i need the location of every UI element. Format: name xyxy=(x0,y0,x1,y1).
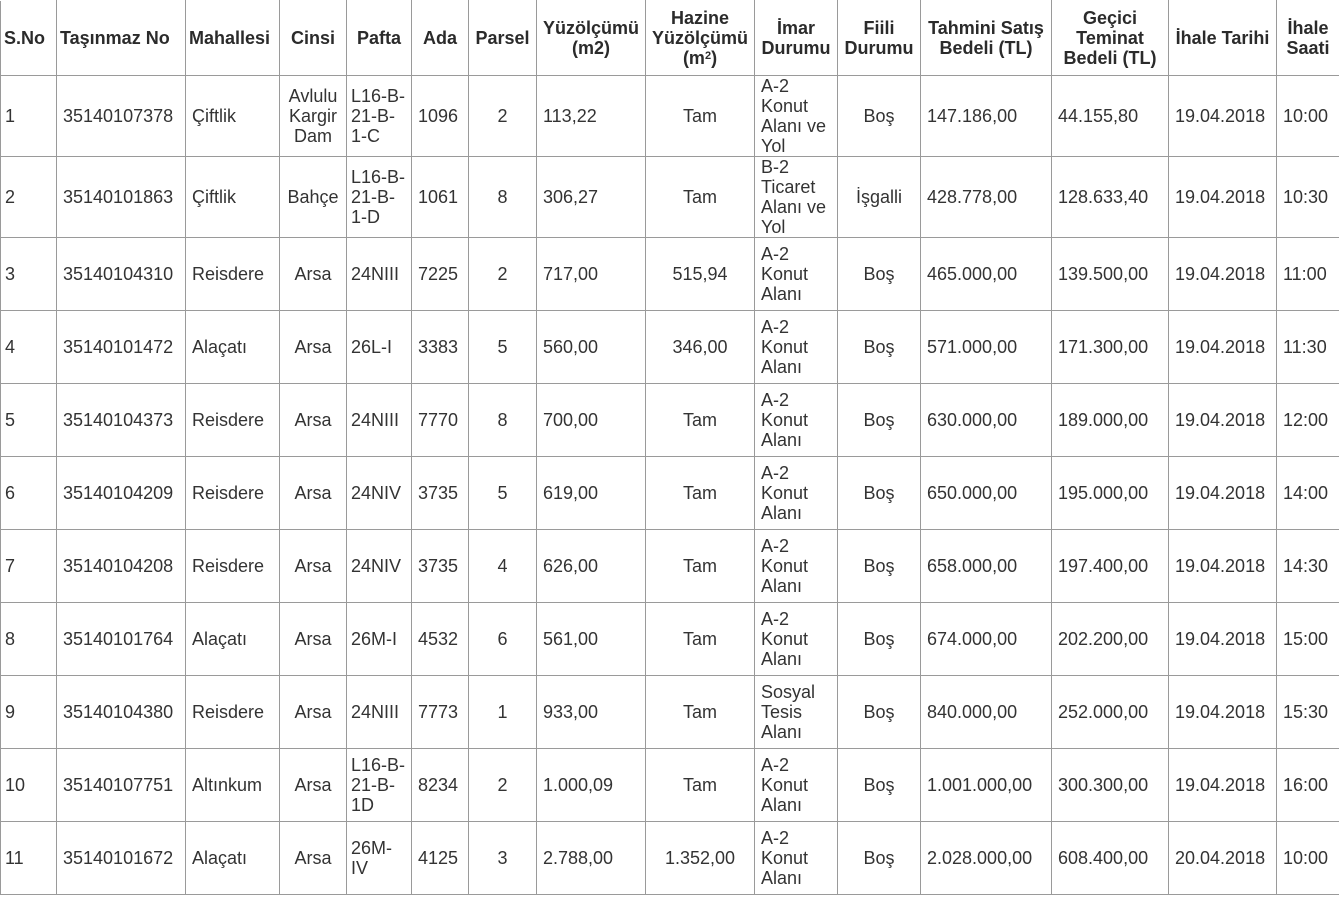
cell-mahallesi: Altınkum xyxy=(186,749,280,822)
cell-ihale-saati: 10:30 xyxy=(1277,157,1339,238)
cell-tahmini-satis-bedeli: 1.001.000,00 xyxy=(921,749,1052,822)
cell-parsel: 2 xyxy=(469,238,537,311)
cell-imar-durumu: A-2 Konut Alanı xyxy=(755,311,838,384)
cell-yuzolcumu: 933,00 xyxy=(537,676,646,749)
table-row xyxy=(1,603,1339,676)
cell-tasinmaz-no: 35140101863 xyxy=(57,157,186,238)
cell-fiili-durumu: Boş xyxy=(838,530,921,603)
header-parsel: Parsel xyxy=(469,1,537,76)
cell-cinsi: Arsa xyxy=(280,530,347,603)
cell-sno: 4 xyxy=(1,311,57,384)
cell-parsel: 5 xyxy=(469,457,537,530)
table-row xyxy=(1,311,1339,384)
cell-sno: 11 xyxy=(1,822,57,895)
cell-ada: 1096 xyxy=(412,76,469,157)
cell-ihale-saati: 10:00 xyxy=(1277,822,1339,895)
cell-hazine-yuzolcumu: 515,94 xyxy=(646,238,755,311)
cell-yuzolcumu: 700,00 xyxy=(537,384,646,457)
cell-tahmini-satis-bedeli: 465.000,00 xyxy=(921,238,1052,311)
cell-imar-durumu: A-2 Konut Alanı xyxy=(755,384,838,457)
cell-cinsi: Arsa xyxy=(280,457,347,530)
cell-mahallesi: Reisdere xyxy=(186,384,280,457)
cell-gecici-teminat-bedeli: 189.000,00 xyxy=(1052,384,1169,457)
cell-tasinmaz-no: 35140107751 xyxy=(57,749,186,822)
cell-ihale-saati: 12:00 xyxy=(1277,384,1339,457)
cell-ada: 3735 xyxy=(412,530,469,603)
cell-pafta: 24NIII xyxy=(347,384,412,457)
cell-gecici-teminat-bedeli: 195.000,00 xyxy=(1052,457,1169,530)
cell-imar-durumu: A-2 Konut Alanı xyxy=(755,603,838,676)
table-row xyxy=(1,384,1339,457)
table-row xyxy=(1,76,1339,157)
cell-cinsi: Arsa xyxy=(280,384,347,457)
cell-yuzolcumu: 306,27 xyxy=(537,157,646,238)
cell-pafta: L16-B-21-B-1-D xyxy=(347,157,412,238)
table-header-row xyxy=(1,1,1339,76)
cell-ihale-tarihi: 19.04.2018 xyxy=(1169,530,1277,603)
cell-ada: 1061 xyxy=(412,157,469,238)
cell-hazine-yuzolcumu: Tam xyxy=(646,457,755,530)
cell-mahallesi: Reisdere xyxy=(186,457,280,530)
cell-mahallesi: Reisdere xyxy=(186,676,280,749)
cell-tahmini-satis-bedeli: 674.000,00 xyxy=(921,603,1052,676)
cell-tasinmaz-no: 35140104380 xyxy=(57,676,186,749)
cell-sno: 3 xyxy=(1,238,57,311)
cell-cinsi: Avlulu Kargir Dam xyxy=(280,76,347,157)
cell-cinsi: Arsa xyxy=(280,311,347,384)
header-tahmini-satis-bedeli: Tahmini Satış Bedeli (TL) xyxy=(921,1,1052,76)
cell-sno: 6 xyxy=(1,457,57,530)
cell-ada: 3735 xyxy=(412,457,469,530)
header-pafta: Pafta xyxy=(347,1,412,76)
cell-cinsi: Arsa xyxy=(280,603,347,676)
cell-parsel: 4 xyxy=(469,530,537,603)
cell-ihale-tarihi: 19.04.2018 xyxy=(1169,157,1277,238)
cell-mahallesi: Alaçatı xyxy=(186,603,280,676)
cell-sno: 8 xyxy=(1,603,57,676)
cell-tasinmaz-no: 35140101472 xyxy=(57,311,186,384)
header-imar-durumu: İmar Durumu xyxy=(755,1,838,76)
cell-ada: 3383 xyxy=(412,311,469,384)
cell-fiili-durumu: Boş xyxy=(838,384,921,457)
cell-tasinmaz-no: 35140104208 xyxy=(57,530,186,603)
cell-pafta: 24NIII xyxy=(347,676,412,749)
cell-ihale-saati: 11:30 xyxy=(1277,311,1339,384)
cell-parsel: 5 xyxy=(469,311,537,384)
table-row xyxy=(1,457,1339,530)
cell-tahmini-satis-bedeli: 147.186,00 xyxy=(921,76,1052,157)
cell-hazine-yuzolcumu: Tam xyxy=(646,530,755,603)
cell-ada: 4125 xyxy=(412,822,469,895)
cell-ihale-tarihi: 19.04.2018 xyxy=(1169,76,1277,157)
header-gecici-teminat-bedeli: Geçici Teminat Bedeli (TL) xyxy=(1052,1,1169,76)
cell-yuzolcumu: 1.000,09 xyxy=(537,749,646,822)
cell-ihale-tarihi: 19.04.2018 xyxy=(1169,749,1277,822)
cell-ihale-tarihi: 19.04.2018 xyxy=(1169,603,1277,676)
cell-yuzolcumu: 113,22 xyxy=(537,76,646,157)
cell-ihale-saati: 15:30 xyxy=(1277,676,1339,749)
cell-gecici-teminat-bedeli: 300.300,00 xyxy=(1052,749,1169,822)
cell-imar-durumu: A-2 Konut Alanı xyxy=(755,822,838,895)
header-ihale-tarihi: İhale Tarihi xyxy=(1169,1,1277,76)
header-hazine-yuzolcumu-text: Hazine Yüzölçümü (m xyxy=(651,8,748,68)
header-yuzolcumu: Yüzölçümü (m2) xyxy=(537,1,646,76)
table-row xyxy=(1,238,1339,311)
cell-gecici-teminat-bedeli: 197.400,00 xyxy=(1052,530,1169,603)
cell-pafta: 26M-IV xyxy=(347,822,412,895)
cell-gecici-teminat-bedeli: 252.000,00 xyxy=(1052,676,1169,749)
cell-imar-durumu: B-2 Ticaret Alanı ve Yol xyxy=(755,157,838,238)
header-cinsi: Cinsi xyxy=(280,1,347,76)
cell-cinsi: Bahçe xyxy=(280,157,347,238)
cell-sno: 9 xyxy=(1,676,57,749)
cell-pafta: 24NIV xyxy=(347,530,412,603)
cell-hazine-yuzolcumu: Tam xyxy=(646,76,755,157)
cell-gecici-teminat-bedeli: 139.500,00 xyxy=(1052,238,1169,311)
cell-pafta: L16-B-21-B-1-C xyxy=(347,76,412,157)
cell-parsel: 1 xyxy=(469,676,537,749)
cell-parsel: 8 xyxy=(469,157,537,238)
cell-fiili-durumu: Boş xyxy=(838,603,921,676)
cell-mahallesi: Reisdere xyxy=(186,530,280,603)
cell-pafta: 24NIV xyxy=(347,457,412,530)
cell-yuzolcumu: 560,00 xyxy=(537,311,646,384)
cell-tahmini-satis-bedeli: 571.000,00 xyxy=(921,311,1052,384)
cell-cinsi: Arsa xyxy=(280,676,347,749)
cell-parsel: 3 xyxy=(469,822,537,895)
cell-fiili-durumu: Boş xyxy=(838,76,921,157)
cell-ihale-saati: 14:00 xyxy=(1277,457,1339,530)
cell-pafta: 26L-I xyxy=(347,311,412,384)
cell-tasinmaz-no: 35140101672 xyxy=(57,822,186,895)
cell-ihale-tarihi: 19.04.2018 xyxy=(1169,311,1277,384)
cell-tahmini-satis-bedeli: 658.000,00 xyxy=(921,530,1052,603)
cell-gecici-teminat-bedeli: 202.200,00 xyxy=(1052,603,1169,676)
header-tasinmaz-no: Taşınmaz No xyxy=(57,1,186,76)
cell-ihale-tarihi: 19.04.2018 xyxy=(1169,676,1277,749)
cell-tasinmaz-no: 35140104209 xyxy=(57,457,186,530)
table-row xyxy=(1,530,1339,603)
cell-imar-durumu: A-2 Konut Alanı xyxy=(755,749,838,822)
table-row xyxy=(1,676,1339,749)
cell-gecici-teminat-bedeli: 44.155,80 xyxy=(1052,76,1169,157)
cell-cinsi: Arsa xyxy=(280,749,347,822)
cell-hazine-yuzolcumu: Tam xyxy=(646,157,755,238)
header-ihale-saati: İhale Saati xyxy=(1277,1,1339,76)
cell-tasinmaz-no: 35140104373 xyxy=(57,384,186,457)
cell-sno: 7 xyxy=(1,530,57,603)
cell-imar-durumu: Sosyal Tesis Alanı xyxy=(755,676,838,749)
cell-ada: 7225 xyxy=(412,238,469,311)
cell-imar-durumu: A-2 Konut Alanı ve Yol xyxy=(755,76,838,157)
cell-tasinmaz-no: 35140107378 xyxy=(57,76,186,157)
cell-sno: 1 xyxy=(1,76,57,157)
table-row xyxy=(1,822,1339,895)
cell-fiili-durumu: Boş xyxy=(838,457,921,530)
cell-mahallesi: Alaçatı xyxy=(186,822,280,895)
cell-parsel: 6 xyxy=(469,603,537,676)
cell-pafta: 24NIII xyxy=(347,238,412,311)
cell-parsel: 2 xyxy=(469,749,537,822)
cell-fiili-durumu: Boş xyxy=(838,676,921,749)
cell-cinsi: Arsa xyxy=(280,822,347,895)
cell-yuzolcumu: 2.788,00 xyxy=(537,822,646,895)
cell-tahmini-satis-bedeli: 2.028.000,00 xyxy=(921,822,1052,895)
cell-hazine-yuzolcumu: Tam xyxy=(646,603,755,676)
cell-ihale-tarihi: 19.04.2018 xyxy=(1169,238,1277,311)
cell-hazine-yuzolcumu: 1.352,00 xyxy=(646,822,755,895)
table-row xyxy=(1,749,1339,822)
cell-ihale-saati: 11:00 xyxy=(1277,238,1339,311)
cell-gecici-teminat-bedeli: 608.400,00 xyxy=(1052,822,1169,895)
cell-ihale-saati: 10:00 xyxy=(1277,76,1339,157)
cell-imar-durumu: A-2 Konut Alanı xyxy=(755,457,838,530)
cell-sno: 5 xyxy=(1,384,57,457)
cell-ihale-saati: 16:00 xyxy=(1277,749,1339,822)
cell-ada: 4532 xyxy=(412,603,469,676)
cell-mahallesi: Reisdere xyxy=(186,238,280,311)
cell-cinsi: Arsa xyxy=(280,238,347,311)
cell-ada: 7770 xyxy=(412,384,469,457)
cell-pafta: L16-B-21-B-1D xyxy=(347,749,412,822)
cell-gecici-teminat-bedeli: 171.300,00 xyxy=(1052,311,1169,384)
cell-mahallesi: Çiftlik xyxy=(186,76,280,157)
cell-gecici-teminat-bedeli: 128.633,40 xyxy=(1052,157,1169,238)
header-fiili-durumu: Fiili Durumu xyxy=(838,1,921,76)
header-sno: S.No xyxy=(1,1,57,76)
cell-sno: 2 xyxy=(1,157,57,238)
cell-hazine-yuzolcumu: Tam xyxy=(646,749,755,822)
cell-yuzolcumu: 717,00 xyxy=(537,238,646,311)
cell-tahmini-satis-bedeli: 840.000,00 xyxy=(921,676,1052,749)
header-hazine-yuzolcumu xyxy=(646,1,755,76)
cell-fiili-durumu: Boş xyxy=(838,238,921,311)
cell-tahmini-satis-bedeli: 630.000,00 xyxy=(921,384,1052,457)
table-body xyxy=(1,76,1339,895)
cell-ada: 8234 xyxy=(412,749,469,822)
cell-hazine-yuzolcumu: Tam xyxy=(646,676,755,749)
cell-sno: 10 xyxy=(1,749,57,822)
cell-ada: 7773 xyxy=(412,676,469,749)
header-hazine-yuzolcumu-close: ) xyxy=(711,48,718,68)
cell-yuzolcumu: 626,00 xyxy=(537,530,646,603)
header-hazine-yuzolcumu-superscript: 2 xyxy=(704,50,712,62)
header-mahallesi: Mahallesi xyxy=(186,1,280,76)
cell-imar-durumu: A-2 Konut Alanı xyxy=(755,238,838,311)
cell-hazine-yuzolcumu: Tam xyxy=(646,384,755,457)
cell-ihale-tarihi: 19.04.2018 xyxy=(1169,457,1277,530)
cell-ihale-saati: 14:30 xyxy=(1277,530,1339,603)
cell-pafta: 26M-I xyxy=(347,603,412,676)
cell-tahmini-satis-bedeli: 428.778,00 xyxy=(921,157,1052,238)
cell-parsel: 2 xyxy=(469,76,537,157)
cell-imar-durumu: A-2 Konut Alanı xyxy=(755,530,838,603)
cell-ihale-tarihi: 20.04.2018 xyxy=(1169,822,1277,895)
cell-mahallesi: Çiftlik xyxy=(186,157,280,238)
cell-ihale-tarihi: 19.04.2018 xyxy=(1169,384,1277,457)
cell-fiili-durumu: Boş xyxy=(838,749,921,822)
cell-tasinmaz-no: 35140104310 xyxy=(57,238,186,311)
cell-yuzolcumu: 619,00 xyxy=(537,457,646,530)
cell-yuzolcumu: 561,00 xyxy=(537,603,646,676)
cell-fiili-durumu: Boş xyxy=(838,311,921,384)
cell-ihale-saati: 15:00 xyxy=(1277,603,1339,676)
table-row xyxy=(1,157,1339,238)
header-ada: Ada xyxy=(412,1,469,76)
cell-fiili-durumu: İşgalli xyxy=(838,157,921,238)
cell-tahmini-satis-bedeli: 650.000,00 xyxy=(921,457,1052,530)
cell-fiili-durumu: Boş xyxy=(838,822,921,895)
cell-hazine-yuzolcumu: 346,00 xyxy=(646,311,755,384)
cell-tasinmaz-no: 35140101764 xyxy=(57,603,186,676)
cell-mahallesi: Alaçatı xyxy=(186,311,280,384)
cell-parsel: 8 xyxy=(469,384,537,457)
